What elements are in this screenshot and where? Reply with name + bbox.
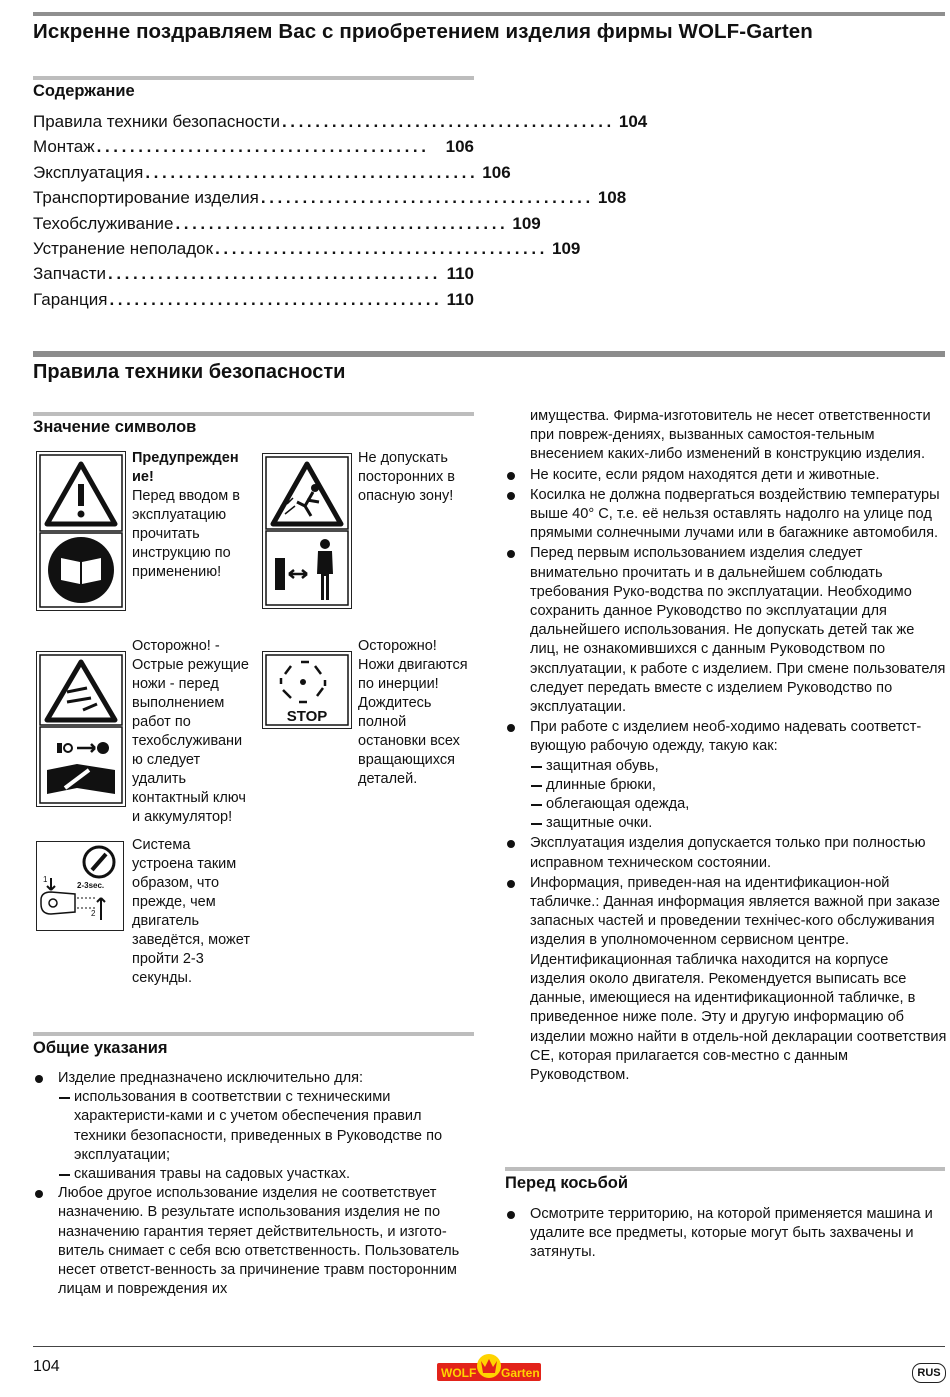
warning-read-manual-symbol	[36, 451, 126, 611]
list-item: Перед первым использованием изделия следует внимательно прочитать и в дальнейшем соблюдать требования Руко-водства по эксплуатации. Необходимо сохранить данное Руководство по эксплуатации для дальнейшего использования. Не допускать детей так же лиц, не ознакомившихся с данным Руководством по эксплуатации, к работе с изделием. При смене пользователя следует передать вместе с изделием Руководство по эксплуатации.	[505, 544, 947, 717]
continued-paragraph: имущества. Фирма-изготовитель не несет ответственности при повреж-дениях, вызванных самостоя-тельным внесением каких-либо изменений в конструкцию изделия.	[530, 408, 931, 463]
sharp-blades-text: Осторожно! - Острые режущие ножи - перед выполнением работ по техобслуживани ю следует удалить контактный ключ и аккумулятор!	[132, 638, 249, 825]
list-item: Осмотрите территорию, на которой применяется машина и удалите все предметы, которые могут быть захвачены и затянуты.	[505, 1205, 947, 1263]
list-subitem: защитные очки.	[530, 814, 947, 833]
right-column	[505, 407, 947, 1085]
list-subitem: длинные брюки,	[530, 776, 947, 795]
section-title: Правила техники безопасности	[33, 361, 346, 383]
list-item: Косилка не должна подвергаться воздействию температуры выше 40° C, т.е. её нельзя оставлять надолго на улице под прямыми солнечными лучами или в багажнике автомобиля.	[505, 486, 947, 544]
toc-item[interactable]: Устранение неполадок ........................................ 109	[33, 238, 581, 258]
toc-item[interactable]: Гаранция ........................................ 110	[33, 289, 474, 309]
toc-item[interactable]: Техобслуживание ........................................ 109	[33, 213, 541, 233]
list-item: Эксплуатация изделия допускается только при полностью исправном техническом состоянии.	[505, 834, 947, 872]
keep-distance-symbol	[262, 453, 352, 609]
page-number: 104	[33, 1358, 60, 1375]
svg-text:Garten: Garten	[501, 1366, 540, 1380]
stop-label: STOP	[286, 708, 328, 725]
toc-rule	[33, 76, 474, 80]
list-item: При работе с изделием необ-ходимо надевать соответст-вующую рабочую одежду, такую как:	[505, 718, 947, 756]
footer-rule	[33, 1346, 945, 1347]
toc-heading: Содержание	[33, 82, 135, 100]
list-item: Любое другое использование изделия не соответствует назначению. В результате использования изделия не по назначению гарантия теряет действительность, и изгото-витель снимает с себя всю ответственность. Пользователь несет ответст-венность за причинение травм посторонним лицам и повреждения их	[33, 1184, 474, 1299]
symbols-rule	[33, 412, 474, 416]
list-subitem: использования в соответствии с техническими характеристи-ками и с учетом обеспечения правил техники безопасности, приведенных в Руководстве по эксплуатации;	[58, 1088, 474, 1165]
top-rule	[33, 12, 945, 16]
page-title: Искренне поздравляем Вас с приобретением изделия фирмы WOLF-Garten	[33, 20, 813, 43]
symbols-heading: Значение символов	[33, 418, 197, 436]
language-badge: RUS	[912, 1363, 946, 1383]
wolf-garten-logo	[437, 1353, 541, 1385]
section-rule	[33, 351, 945, 357]
svg-text:WOLF: WOLF	[441, 1366, 477, 1380]
toc-item[interactable]: Эксплуатация ........................................ 106	[33, 162, 511, 182]
table-of-contents	[33, 112, 648, 315]
list-subitem: скашивания травы на садовых участках.	[58, 1165, 474, 1184]
general-heading: Общие указания	[33, 1039, 168, 1057]
blade-stop-symbol	[262, 651, 352, 729]
list-item: Не косите, если рядом находятся дети и животные.	[505, 466, 947, 485]
blade-stop-text: Осторожно! Ножи двигаются по инерции! Дождитесь полной остановки всех вращающихся деталей.	[358, 638, 468, 787]
svg-text:1: 1	[43, 875, 48, 884]
list-subitem: защитная обувь,	[530, 757, 947, 776]
list-item: Информация, приведен-ная на идентификацион-ной табличке.: Данная информация является важной при заказе запасных частей и проведении технiчес-кого обслуживания изделия в уполномоченном сервисном центре. Идентификационная табличка находится на корпусе изделия около двигателя. Рекомендуется выписать все данные, имеющиеся на идентификационной табличке, в приведенное ниже поле. Эту и другую информацию об изделии можно найти в отдель-ной декларации соответствия CE, которая прилагается сов-местно с данным Руководством.	[505, 874, 947, 1085]
toc-item[interactable]: Правила техники безопасности ........................................ 104	[33, 112, 648, 131]
list-subitem: облегающая одежда,	[530, 795, 947, 814]
toc-item[interactable]: Транспортирование изделия ........................................ 108	[33, 188, 627, 208]
general-rule	[33, 1032, 474, 1036]
svg-text:2-3sec.: 2-3sec.	[77, 881, 105, 890]
keep-distance-text: Не допускать посторонних в опасную зону!	[358, 450, 455, 504]
start-delay-symbol	[36, 841, 124, 931]
general-instructions	[33, 1069, 474, 1299]
start-delay-text: Система устроена таким образом, что прежде, чем двигатель заведётся, может пройти 2-3 секунды.	[132, 837, 250, 986]
warning-symbol-text: Предупрежден ие! Перед вводом в эксплуатацию прочитать инструкцию по применению!	[132, 450, 240, 580]
svg-text:2: 2	[91, 909, 96, 918]
before-mowing-list	[505, 1205, 947, 1263]
sharp-blades-symbol	[36, 651, 126, 807]
before-mowing-rule	[505, 1167, 945, 1171]
toc-item[interactable]: Запчасти ........................................ 110	[33, 264, 474, 284]
list-item: Изделие предназначено исключительно для:	[33, 1069, 474, 1088]
toc-item[interactable]: Монтаж ........................................ 106	[33, 137, 474, 157]
before-mowing-heading: Перед косьбой	[505, 1174, 628, 1192]
